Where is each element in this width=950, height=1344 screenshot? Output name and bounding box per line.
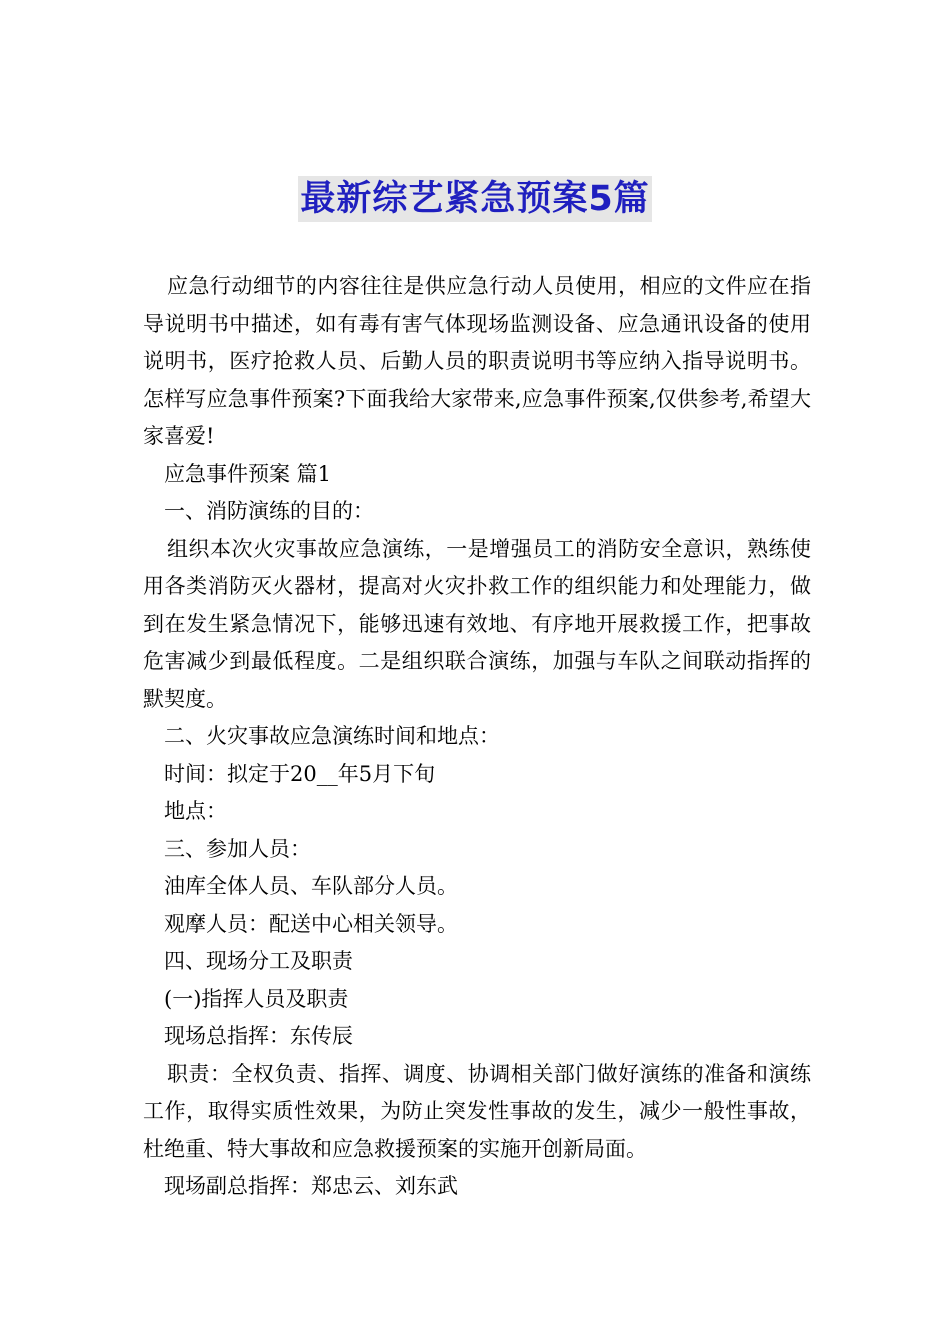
division-heading: 四、现场分工及职责	[164, 949, 353, 973]
deputy-line: 现场副总指挥：郑忠云、刘东武	[164, 1174, 458, 1198]
observers-line: 观摩人员：配送中心相关领导。	[164, 911, 458, 936]
participants-line: 油库全体人员、车队部分人员。	[164, 874, 458, 898]
time-place-heading: 二、火灾事故应急演练时间和地点：	[164, 724, 500, 748]
time-line: 时间：拟定于20__年5月下旬	[164, 761, 436, 786]
intro-paragraph: 应急行动细节的内容往往是供应急行动人员使用，相应的文件应在指导说明书中描述，如有毒有害气体现场监测设备、应急通讯设备的使用说明书，医疗抢救人员、后勤人员的职责说明书等应纳入指导说明书。怎样写应急事件预案?下面我给大家带来,应急事件预案,仅供参考,希望大家喜爱!	[143, 274, 811, 448]
document-body	[143, 268, 811, 1206]
place-line: 地点：	[164, 799, 227, 823]
command-heading: (一)指挥人员及职责	[164, 986, 349, 1011]
section-title: 应急事件预案 篇1	[164, 461, 332, 486]
chief-line: 现场总指挥：东传辰	[164, 1024, 353, 1048]
chief-duty-paragraph: 职责：全权负责、指挥、调度、协调相关部门做好演练的准备和演练工作，取得实质性效果，为防止突发性事故的发生，减少一般性事故，杜绝重、特大事故和应急救援预案的实施开创新局面。	[143, 1061, 811, 1161]
purpose-heading: 一、消防演练的目的：	[164, 499, 374, 523]
participants-heading: 三、参加人员：	[164, 836, 311, 861]
title-container	[0, 176, 950, 222]
purpose-paragraph: 组织本次火灾事故应急演练，一是增强员工的消防安全意识，熟练使用各类消防灭火器材，提高对火灾扑救工作的组织能力和处理能力，做到在发生紧急情况下，能够迅速有效地、有序地开展救援工作，把事故危害减少到最低程度。二是组织联合演练，加强与车队之间联动指挥的默契度。	[143, 536, 811, 711]
document-title: 最新综艺紧急预案5篇	[298, 176, 651, 222]
